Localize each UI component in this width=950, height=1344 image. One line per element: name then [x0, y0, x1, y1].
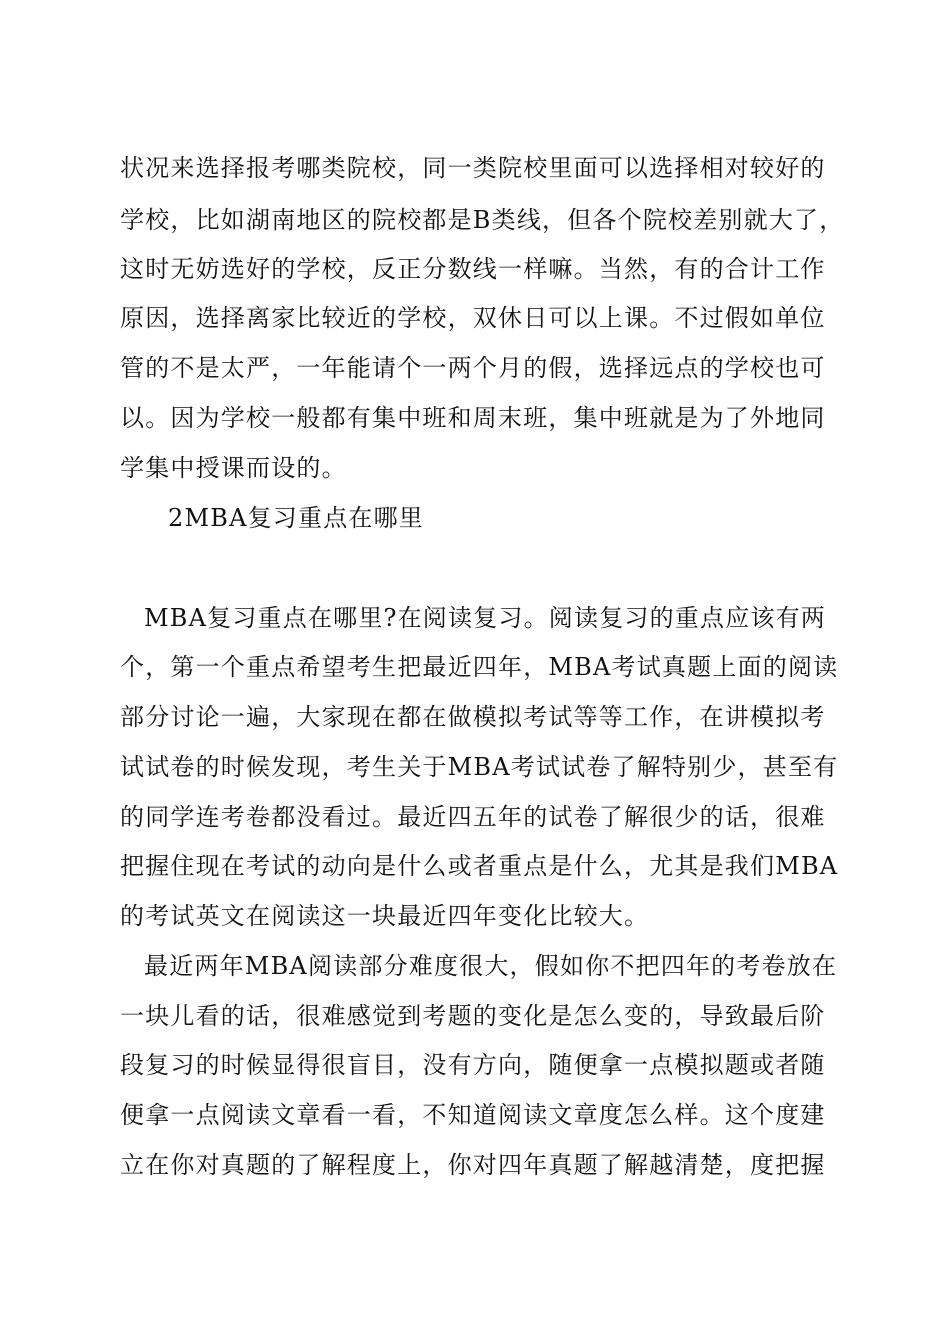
text-line: 便拿一点阅读文章看一看，不知道阅读文章度怎么样。这个度建	[120, 1101, 826, 1129]
text-line: 部分讨论一遍，大家现在都在做模拟考试等等工作，在讲模拟考	[120, 703, 826, 731]
text-line: 状况来选择报考哪类院校，同一类院校里面可以选择相对较好的	[120, 154, 826, 182]
text-line: 立在你对真题的了解程度上，你对四年真题了解越清楚，度把握	[120, 1151, 826, 1179]
text-line: 的考试英文在阅读这一块最近四年变化比较大。	[120, 902, 650, 930]
text-line: 个，第一个重点希望考生把最近四年，MBA考试真题上面的阅读	[120, 653, 839, 681]
text-line: 把握住现在考试的动向是什么或者重点是什么，尤其是我们MBA	[120, 852, 839, 880]
text-line: 段复习的时候显得很盲目，没有方向，随便拿一点模拟题或者随	[120, 1051, 826, 1079]
text-line: 原因，选择离家比较近的学校，双休日可以上课。不过假如单位	[120, 304, 826, 332]
text-line: 的同学连考卷都没看过。最近四五年的试卷了解很少的话，很难	[120, 803, 826, 831]
text-line: 学校，比如湖南地区的院校都是B类线，但各个院校差别就大了，	[120, 206, 845, 234]
text-line: 这时无妨选好的学校，反正分数线一样嘛。当然，有的合计工作	[120, 255, 826, 283]
text-line: 管的不是太严，一年能请个一两个月的假，选择远点的学校也可	[120, 354, 826, 382]
text-line: 一块儿看的话，很难感觉到考题的变化是怎么变的，导致最后阶	[120, 1002, 826, 1030]
section-heading: 2MBA复习重点在哪里	[168, 504, 425, 532]
text-line: 最近两年MBA阅读部分难度很大，假如你不把四年的考卷放在	[144, 952, 838, 980]
text-line: 试试卷的时候发现，考生关于MBA考试试卷了解特别少，甚至有	[120, 753, 839, 781]
text-line: 以。因为学校一般都有集中班和周末班，集中班就是为了外地同	[120, 404, 826, 432]
text-line: MBA复习重点在哪里?在阅读复习。阅读复习的重点应该有两	[144, 604, 827, 632]
text-line: 学集中授课而设的。	[120, 454, 347, 482]
